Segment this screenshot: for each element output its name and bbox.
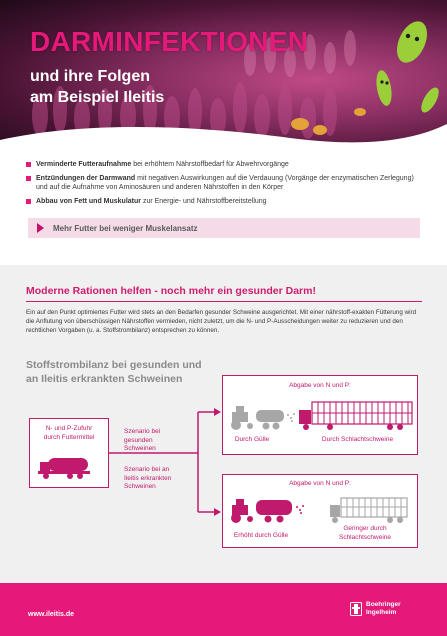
bullet-bold: Entzündungen der Darmwand [36,174,136,182]
bullet-bold: Verminderte Futteraufnahme [36,161,132,168]
input-label [29,424,109,442]
bullet-text [36,197,267,207]
bullet-item [26,174,426,193]
callout-box [28,218,420,238]
bullet-marker [26,176,31,181]
boehringer-logo-icon [350,602,362,616]
page-title: DARMINFEKTIONEN [30,26,309,57]
section-title: Moderne Rationen helfen - noch mehr ein gesunder Darm! [26,285,316,297]
subtitle-line-2: am Beispiel Ileitis [30,89,165,106]
brand-logo [350,601,401,617]
callout-text: Mehr Futter bei weniger Muskelansatz [53,223,198,233]
scenario-sick-label [124,466,171,492]
bullet-list [26,160,426,210]
diagram-title-line-2: an Ileitis erkrankten Schweinen [26,373,183,385]
label-geringer-line-1: Geringer durch [343,525,387,532]
input-label-line-1: N- und P-Zufuhr [45,425,93,432]
footer-website-link[interactable]: www.ileitis.de [28,611,75,618]
output-box-sick-header: Abgabe von N und P: [289,480,351,487]
bullet-rest: mit negativen Auswirkungen auf die Verdauung (Vorgänge der enzymatischen Zerlegung) und auf die Aufnahme von Aminosäuren und anderen Nährstoffen in den Körper [36,174,414,191]
input-label-line-2: durch Futtermittel [43,434,95,441]
diagram-title-line-1: Stoffstrombilanz bei gesunden und [26,359,202,371]
scenario-healthy-line: Szenario bei [124,428,161,435]
brand-line-1: Boehringer [366,601,401,608]
brand-line-2: Ingelheim [366,609,397,616]
scenario-healthy-line: Schweinen [124,445,156,452]
scenario-sick-line: Ileitis erkrankten [124,474,172,482]
bullet-marker [26,162,31,167]
section-divider [26,301,422,302]
label-durch-schlachtschweine: Durch Schlachtschweine [321,436,394,443]
bullet-text [36,160,289,170]
bullet-text [36,174,426,193]
output-box-healthy-header: Abgabe von N und P: [289,382,351,389]
scenario-sick-line: Schweinen [124,483,156,490]
bullet-rest: bei erhöhtem Nährstoffbedarf für Abwehrvorgänge [131,161,289,168]
scenario-healthy-line: gesunden [124,436,153,444]
bullet-marker [26,199,31,204]
scenario-healthy-label [124,428,160,454]
brand-name [366,601,401,617]
page-subtitle [30,66,164,108]
hero-wave-divider [0,118,447,145]
scenario-sick-line: Szenario bei an [124,466,170,473]
label-durch-guelle: Durch Gülle [234,436,270,443]
label-geringer-durch-schlachtschweine [315,525,415,542]
label-erhoeht-durch-guelle: Erhöht durch Gülle [233,532,289,539]
section-text: Ein auf den Punkt optimiertes Futter wird stets an den Bedarfen gesunder Schweine ausgerichtet. Mit einer nährstoff-exakten Fütterung wird die Anflutung von überschüssigen Nährstoffen vermieden, nicht zuletzt, um die N- und P-Ausscheidungen weiter zu reduzieren und den rechtlichen Vorgaben (u. a. Stoffstrombilanz) entsprechen zu können. [26,309,417,334]
play-arrow-icon [37,223,44,233]
label-geringer-line-2: Schlachtschweine [338,533,392,541]
hero-banner [0,0,447,145]
subtitle-line-1: und ihre Folgen [30,68,150,85]
bullet-bold: Abbau von Fett und Muskulatur [36,197,141,205]
bullet-item [26,160,426,170]
diagram-title [26,358,206,386]
bullet-item [26,197,426,207]
bullet-rest: zur Energie- und Nährstoffbereitstellung [141,197,267,205]
